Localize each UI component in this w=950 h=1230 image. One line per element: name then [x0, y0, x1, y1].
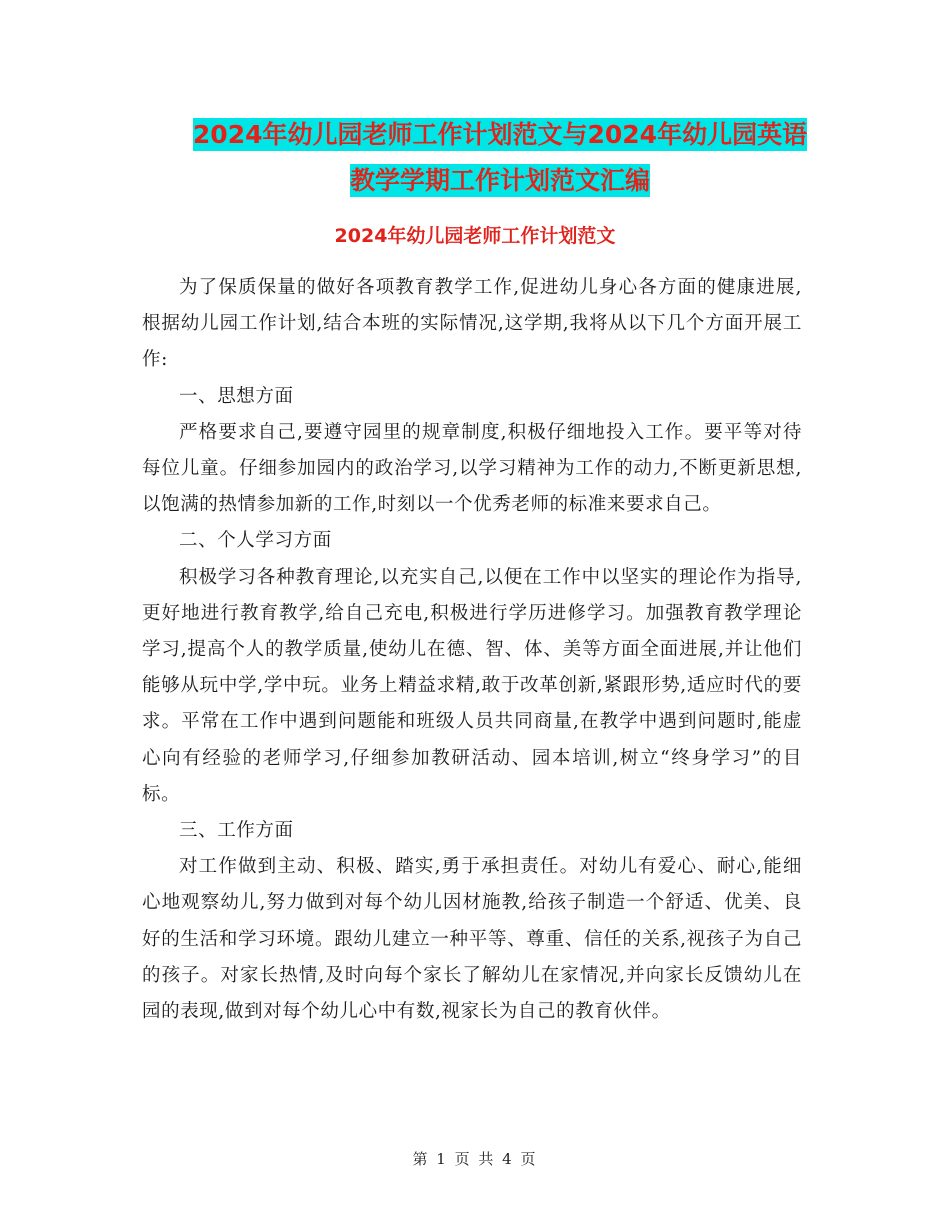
document-title: [140, 112, 860, 204]
document-body: [142, 270, 802, 1030]
paragraph-personal-study: 积极学习各种教育理论,以充实自己,以便在工作中以坚实的理论作为指导,更好地进行教育教学,给自己充电,积极进行学历进修学习。加强教育教学理论学习,提高个人的教学质量,使幼儿在德、智、体、美等方面全面进展,并让他们能够从玩中学,学中玩。业务上精益求精,敢于改革创新,紧跟形势,适应时代的要求。平常在工作中遇到问题能和班级人员共同商量,在教学中遇到问题时,能虚心向有经验的老师学习,仔细参加教研活动、园本培训,树立“终身学习”的目标。: [142, 566, 802, 805]
heading-thought: 一、思想方面: [179, 385, 294, 407]
paragraph-intro: 为了保质保量的做好各项教育教学工作,促进幼儿身心各方面的健康进展,根据幼儿园工作计划,结合本班的实际情况,这学期,我将从以下几个方面开展工作:: [142, 277, 802, 371]
heading-work: 三、工作方面: [179, 820, 294, 842]
document-title-line-2: 教学学期工作计划范文汇编: [349, 166, 650, 195]
section-title: 2024年幼儿园老师工作计划范文: [334, 225, 616, 247]
page-footer: 第 1 页 共 4 页: [412, 1150, 538, 1168]
paragraph-thought: 严格要求自己,要遵守园里的规章制度,积极仔细地投入工作。要平等对待每位儿童。仔细参加园内的政治学习,以学习精神为工作的动力,不断更新思想,以饱满的热情参加新的工作,时刻以一个优秀老师的标准来要求自己。: [142, 421, 802, 516]
document-title-line-1: 2024年幼儿园老师工作计划范文与2024年幼儿园英语: [192, 120, 808, 149]
heading-personal-study: 二、个人学习方面: [179, 530, 332, 552]
paragraph-work: 对工作做到主动、积极、踏实,勇于承担责任。对幼儿有爱心、耐心,能细心地观察幼儿,努力做到对每个幼儿因材施教,给孩子制造一个舒适、优美、良好的生活和学习环境。跟幼儿建立一种平等、尊重、信任的关系,视孩子为自己的孩子。对家长热情,及时向每个家长了解幼儿在家情况,并向家长反馈幼儿在园的表现,做到对每个幼儿心中有数,视家长为自己的教育伙伴。: [142, 856, 802, 1023]
